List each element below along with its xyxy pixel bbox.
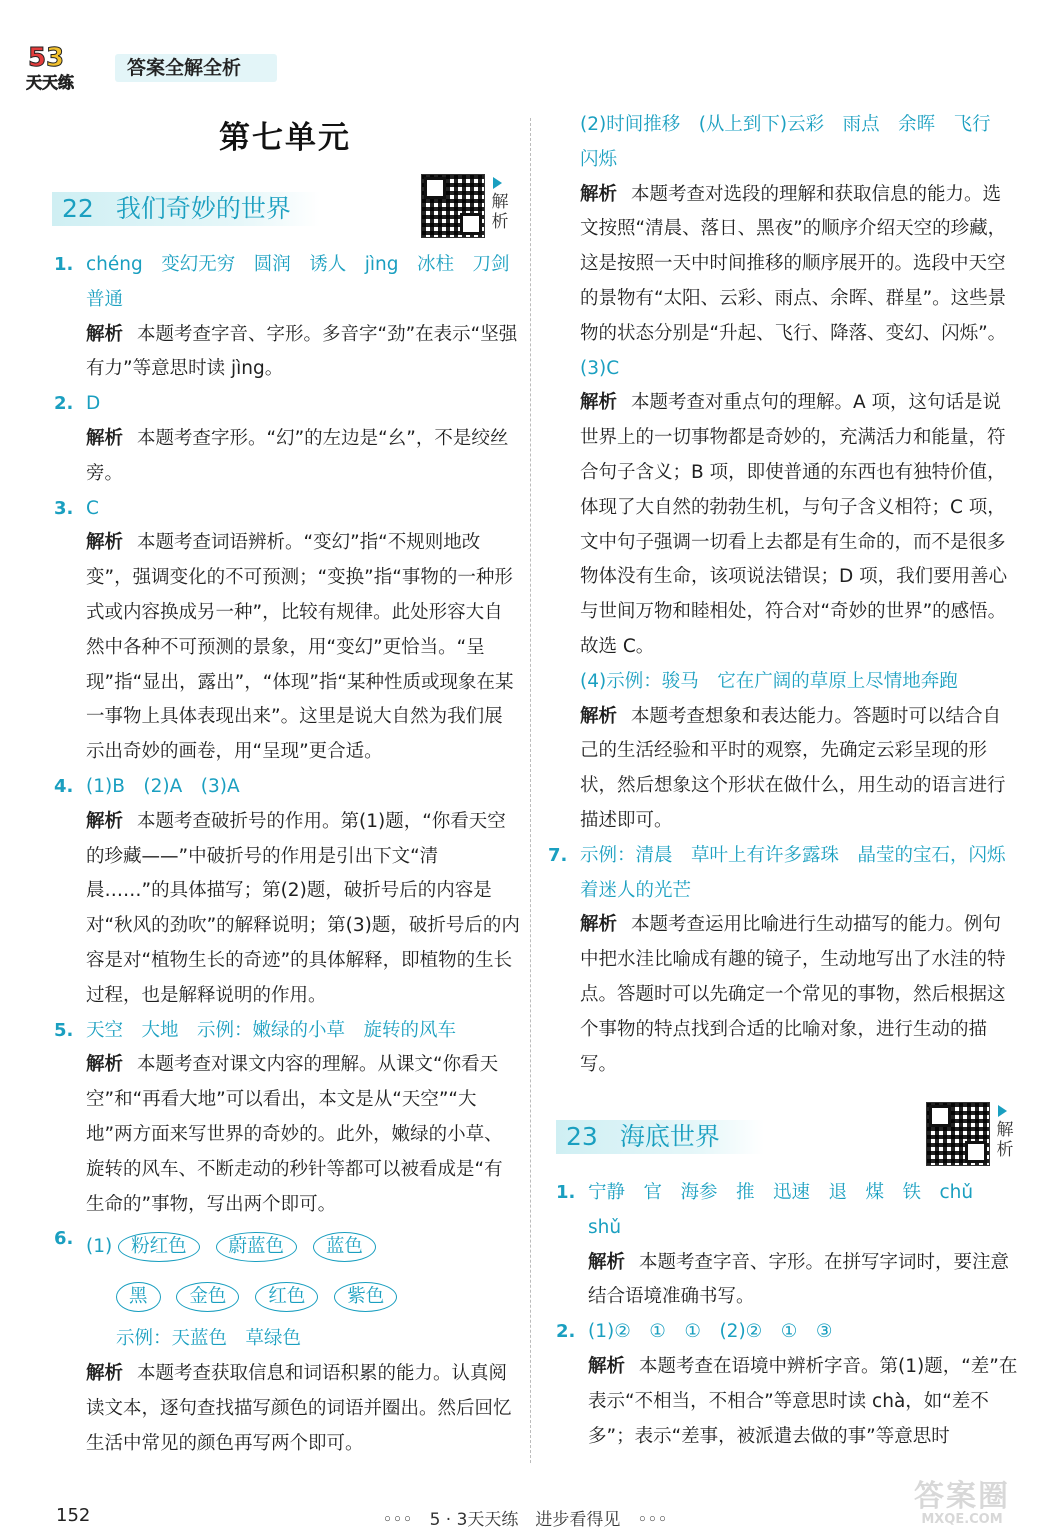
explanation-tag: 解析 [588,1251,626,1273]
explanation [548,386,1018,664]
right-column-lesson-23 [556,1176,1020,1454]
left-column [54,248,529,1462]
qr-code-icon[interactable] [421,174,485,238]
circled-words-row-1 [54,1222,520,1272]
page-number: 152 [56,1505,91,1526]
answer-text: 天空 大地 示例：嫩绿的小草 旋转的风车 [86,1019,457,1041]
svg-text:3: 3 [46,43,65,73]
answer-text: (4)示例：骏马 它在广阔的草原上尽情地奔跑 [580,670,958,692]
column-divider [530,118,531,1463]
explanation-text: 本题考查想象和表达能力。答题时可以结合自己的生活经验和平时的观察，先确定云彩呈现的形状，然后想象这个形状在做什么，用生动的语言进行描述即可。 [580,705,1006,831]
explanation [548,908,1018,1082]
section-label: 答案全解全析 [115,54,277,82]
explanation-tag: 解析 [86,427,124,449]
qr-code-icon[interactable] [926,1102,990,1166]
question-number: 1. [556,1182,576,1203]
question-number: 4. [54,775,74,797]
play-icon [998,1105,1007,1117]
explanation-tag: 解析 [86,1054,124,1076]
circled-word: 蓝色 [313,1232,376,1262]
lesson-number: 23 [566,1122,598,1151]
answer-text: D [86,393,101,415]
answer-text: (1)B (2)A (3)A [86,775,240,797]
question-2 [54,387,520,491]
explanation-tag: 解析 [86,1363,124,1385]
question-number: 2. [556,1321,576,1343]
footer-slogan: ◦◦◦ 5 · 3天天练 进步看得见 ◦◦◦ [382,1510,668,1530]
qr-label: 解析 [996,1120,1014,1160]
question-4 [54,770,520,1014]
explanation-tag: 解析 [580,183,618,205]
question-5 [54,1014,520,1223]
circled-word: 紫色 [334,1282,397,1312]
explanation-text: 本题考查字音、字形。在拼写字词时，要注意结合语境准确书写。 [588,1251,1010,1308]
watermark-line-2: MXQE.COM [921,1512,1003,1527]
question-1 [54,248,529,387]
right-column [548,108,1018,1082]
circled-words-row-2 [54,1272,520,1322]
explanation [548,700,1018,839]
explanation [54,422,520,492]
svg-text:5: 5 [28,43,47,73]
question-number: 6. [54,1228,74,1250]
question-7 [548,839,1018,1083]
lesson-title: 我们奇妙的世界 [115,194,291,223]
explanation-tag: 解析 [580,705,618,727]
explanation-text: 本题考查词语辨析。“变幻”指“不规则地改变”，强调变化的不可预测；“变换”指“事物的一种形式或内容换成另一种”，比较有规律。此处形容大自然中各种不可预测的景象，用“变幻”更恰当。“呈现”指“显出，露出”，“体现”指“某种性质或现象在某一事物上具体表现出来”。这里是说大自然为我们展示出奇妙的画卷，用“呈现”更合适。 [86,532,514,763]
svg-text:天天练: 天天练 [26,73,75,92]
explanation-text: 本题考查运用比喻进行生动描写的能力。例句中把水洼比喻成有趣的镜子，生动地写出了水洼的特点。答题时可以先确定一个常见的事物，然后根据这个事物的特点找到合适的比喻对象，进行生动的描写。 [580,914,1006,1075]
question-2 [556,1315,1020,1454]
unit-title: 第七单元 [219,120,351,156]
explanation-text: 本题考查字形。“幻”的左边是“幺”，不是绞丝旁。 [86,427,509,484]
part-label: (1) [86,1236,113,1258]
play-icon [493,177,502,189]
watermark [892,1479,1032,1530]
explanation-text: 本题考查字音、字形。多音字“劲”在表示“坚强有力”等意思时读 jìng。 [86,323,518,380]
question-3 [54,492,520,770]
explanation [556,1350,1020,1454]
explanation-text: 本题考查破折号的作用。第(1)题，“你看天空的珍藏——”中破折号的作用是引出下文“清晨……”的具体描写；第(2)题，破折号后的内容是对“秋风的劲吹”的解释说明；第(3)题，破折号后的内容是对“植物生长的奇迹”的具体解释，即植物的生长过程，也是解释说明的作用。 [86,810,520,1006]
lesson-number: 22 [62,194,94,223]
explanation-tag: 解析 [588,1355,626,1377]
explanation [54,526,520,770]
question-number: 5. [54,1019,74,1041]
explanation-text: 本题考查获取信息和词语积累的能力。认真阅读文本，逐句查找描写颜色的词语并圈出。然后回忆生活中常见的颜色再写两个即可。 [86,1363,512,1454]
circled-word: 红色 [255,1282,318,1312]
lesson-title: 海底世界 [619,1122,720,1151]
explanation [54,318,520,388]
lesson-22-heading [52,192,320,226]
explanation-text: 本题考查对选段的理解和获取信息的能力。选文按照“清晨、落日、黑夜”的顺序介绍天空的珍藏，这是按照一天中时间推移的顺序展开的。选段中天空的景物有“太阳、云彩、雨点、余晖、群星”。这些景物的状态分别是“升起、飞行、降落、变幻、闪烁”。 [580,183,1007,344]
explanation [556,1246,1020,1316]
question-6-part-2 [548,108,1018,352]
question-6 [54,1222,520,1461]
explanation-tag: 解析 [580,914,618,936]
question-number: 3. [54,497,74,519]
answer-text: (1)② ① ① (2)② ① ③ [588,1321,833,1343]
explanation-tag: 解析 [580,392,618,414]
explanation-text: 本题考查对重点句的理解。A 项，这句话是说世界上的一切事物都是奇妙的，充满活力和能量，符合句子含义；B 项，即使普通的东西也有独特价值，体现了大自然的勃勃生机，与句子含义相符；C 项，文中句子强调一切看上去都是有生命的，而不是很多物体没有生命，该项说法错误；D 项，我们要用善心与世间万物和睦相处，符合对“奇妙的世界”的感悟。故选 C。 [580,392,1008,657]
answer-text: (2)时间推移 (从上到下)云彩 雨点 余晖 飞行 闪烁 [580,114,1010,170]
explanation-text: 本题考查在语境中辨析字音。第(1)题，“差”在表示“不相当，不相合”等意思时读 chà，如“差不多”；表示“差事，被派遣去做的事”等意思时 [588,1355,1018,1447]
question-6-part-4 [548,665,1018,839]
qr-label: 解析 [491,192,509,232]
explanation-tag: 解析 [86,810,124,832]
question-number: 2. [54,393,74,415]
watermark-line-1: 答案圈 [914,1479,1010,1514]
explanation [548,178,1018,352]
answer-text: 示例：清晨 草叶上有许多露珠 晶莹的宝石，闪烁着迷人的光芒 [580,844,1006,901]
circled-word: 粉红色 [118,1232,200,1262]
lesson-23-heading [556,1120,764,1154]
explanation-text: 本题考查对课文内容的理解。从课文“你看天空”和“再看大地”可以看出，本文是从“天空”“大地”两方面来写世界的奇妙的。此外，嫩绿的小草、旋转的风车、不断走动的秒针等都可以被看成是“有生命的”事物，写出两个即可。 [86,1054,503,1215]
question-number: 7. [548,844,568,866]
answer-text: C [86,497,99,519]
question-1 [556,1176,1020,1315]
answer-text: 宁静 官 海参 推 迅速 退 煤 铁 chǔ shǔ [588,1182,992,1238]
circled-word: 金色 [176,1282,239,1312]
brand-logo [26,40,106,92]
circled-word: 蔚蓝色 [216,1232,298,1262]
circled-word: 黑 [116,1282,161,1312]
explanation [54,1357,520,1461]
answer-text: 示例：天蓝色 草绿色 [116,1328,302,1350]
explanation [54,1048,520,1222]
explanation-tag: 解析 [86,323,124,345]
answer-text: chéng 变幻无穷 圆润 诱人 jìng 冰柱 刀剑 普通 [86,254,529,310]
explanation-tag: 解析 [86,532,124,554]
answer-text: (3)C [580,357,620,379]
explanation [54,805,520,1014]
question-6-part-3 [548,352,1018,665]
question-number: 1. [54,254,74,275]
